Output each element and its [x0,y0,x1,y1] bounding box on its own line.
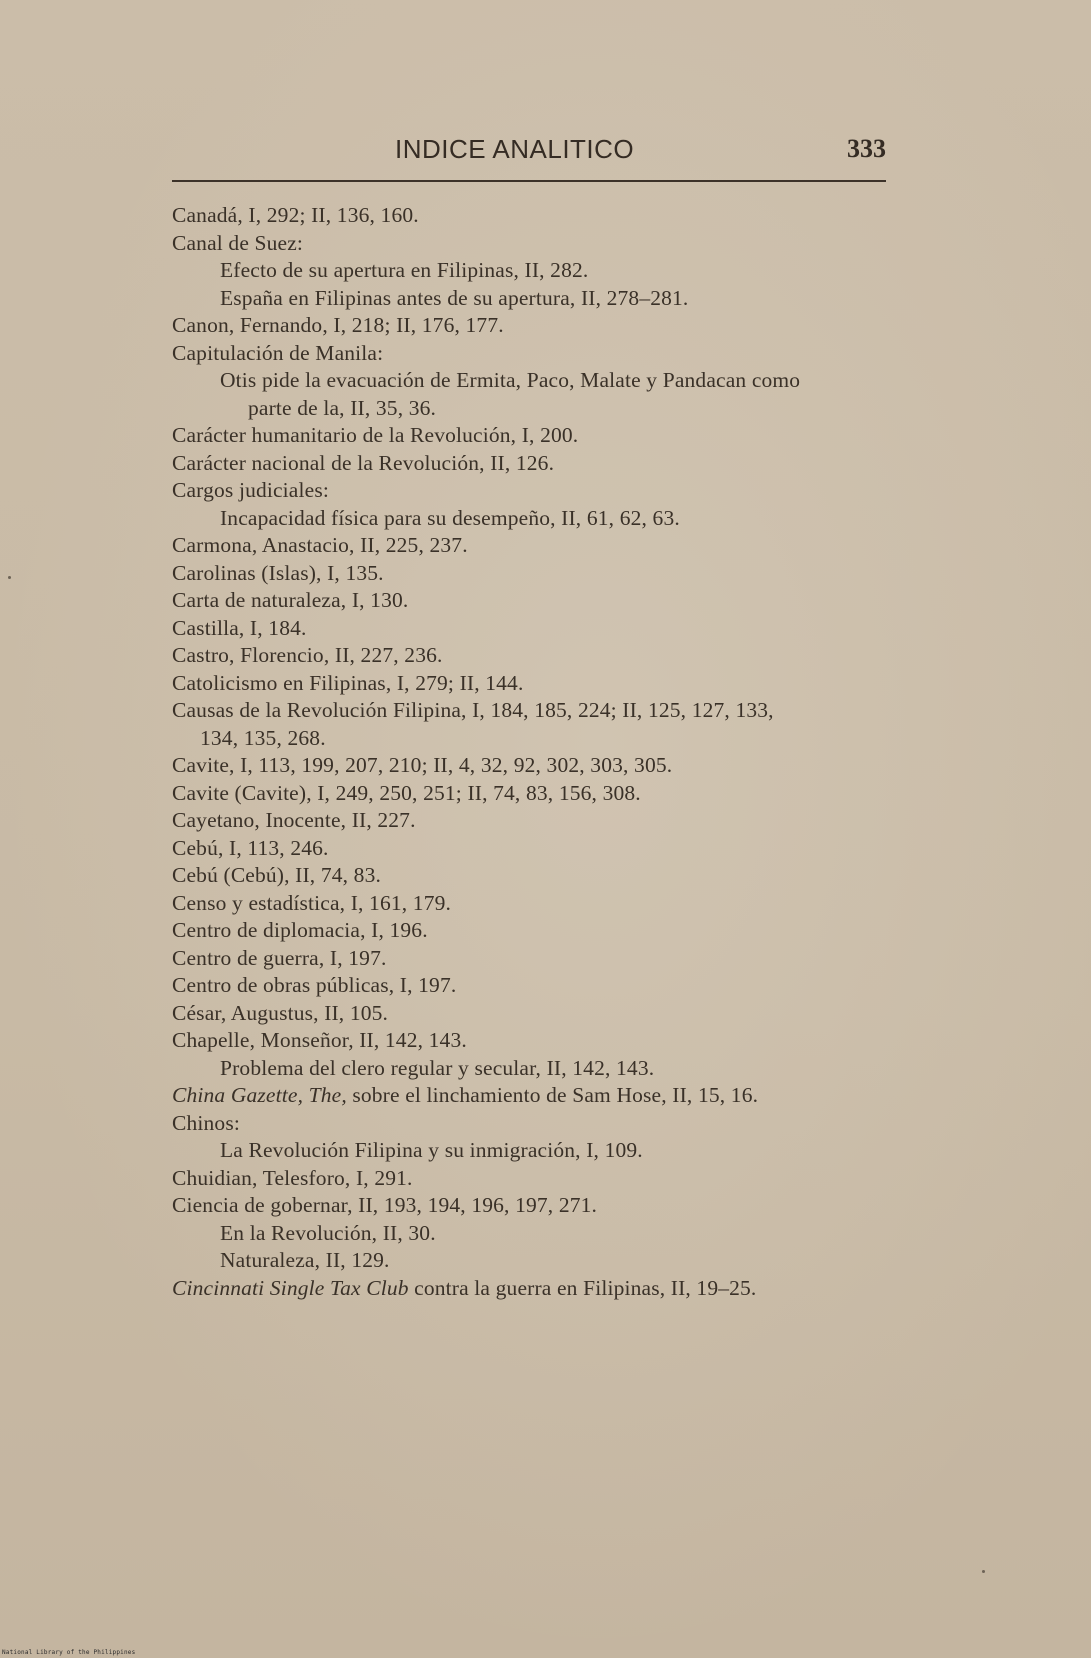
index-entry: Catolicismo en Filipinas, I, 279; II, 144. [172,670,524,695]
paper-speck [982,1570,985,1573]
index-subentry: Naturaleza, II, 129. [220,1248,390,1272]
index-entry-continuation: 134, 135, 268. [200,725,326,750]
index-entry: Carácter nacional de la Revolución, II, 126. [172,450,555,475]
italic-title: China Gazette, The, [172,1083,347,1107]
index-entry: Centro de diplomacia, I, 196. [172,918,428,942]
index-entry: Capitulación de Manila: [172,340,384,365]
index-entry: Centro de guerra, I, 197. [172,945,387,970]
italic-title: Cincinnati Single Tax Club [172,1275,409,1300]
index-entry: Cavite, I, 113, 199, 207, 210; II, 4, 32, 92, 302, 303, 305. [172,753,673,777]
index-subentry: Efecto de su apertura en Filipinas, II, 282. [220,258,589,282]
index-entry: Carmona, Anastacio, II, 225, 237. [172,533,468,557]
index-subentry: Incapacidad física para su desempeño, II, 61, 62, 63. [220,505,680,530]
index-entry: Canadá, I, 292; II, 136, 160. [172,203,419,227]
page-title: INDICE ANALITICO [395,134,635,164]
index-entry: Cayetano, Inocente, II, 227. [172,808,416,832]
library-credit: National Library of the Philippines [2,1649,136,1656]
paper-speck [8,576,11,579]
index-entries [172,202,892,1302]
index-entry: Cincinnati Single Tax Club contra la guerra en Filipinas, II, 19–25. [172,1275,757,1300]
index-subentry-continuation: parte de la, II, 35, 36. [248,395,437,420]
index-entry: Chapelle, Monseñor, II, 142, 143. [172,1028,467,1052]
index-entry: China Gazette, The, sobre el linchamiento de Sam Hose, II, 15, 16. [172,1083,759,1107]
running-header [170,132,886,172]
index-entry: Castilla, I, 184. [172,615,307,640]
index-entry: Castro, Florencio, II, 227, 236. [172,643,443,667]
index-entry: Carácter humanitario de la Revolución, I, 200. [172,423,579,447]
page-number: 333 [847,134,886,163]
header-divider [172,180,886,182]
index-subentry: La Revolución Filipina y su inmigración, I, 109. [220,1138,643,1162]
index-entry: Carta de naturaleza, I, 130. [172,588,409,612]
index-subentry: Problema del clero regular y secular, II, 142, 143. [220,1055,655,1080]
index-entry: Cebú, I, 113, 246. [172,835,329,860]
index-entry: César, Augustus, II, 105. [172,1000,389,1025]
index-entry: Chinos: [172,1110,240,1135]
index-subentry: En la Revolución, II, 30. [220,1220,436,1245]
index-entry: Cargos judiciales: [172,478,329,502]
index-entry: Ciencia de gobernar, II, 193, 194, 196, 197, 271. [172,1193,598,1217]
index-entry: Carolinas (Islas), I, 135. [172,560,384,585]
index-entry: Canon, Fernando, I, 218; II, 176, 177. [172,313,504,337]
index-entry: Censo y estadística, I, 161, 179. [172,890,452,915]
index-subentry: Otis pide la evacuación de Ermita, Paco, Malate y Pandacan como [220,368,801,392]
index-entry: Centro de obras públicas, I, 197. [172,973,457,997]
index-subentry: España en Filipinas antes de su apertura, II, 278–281. [220,285,689,310]
index-entry: Chuidian, Telesforo, I, 291. [172,1165,413,1190]
index-entry: Cavite (Cavite), I, 249, 250, 251; II, 74, 83, 156, 308. [172,780,641,805]
index-entry: Causas de la Revolución Filipina, I, 184, 185, 224; II, 125, 127, 133, [172,698,774,722]
index-entry: Cebú (Cebú), II, 74, 83. [172,863,382,887]
index-entry: Canal de Suez: [172,230,304,255]
